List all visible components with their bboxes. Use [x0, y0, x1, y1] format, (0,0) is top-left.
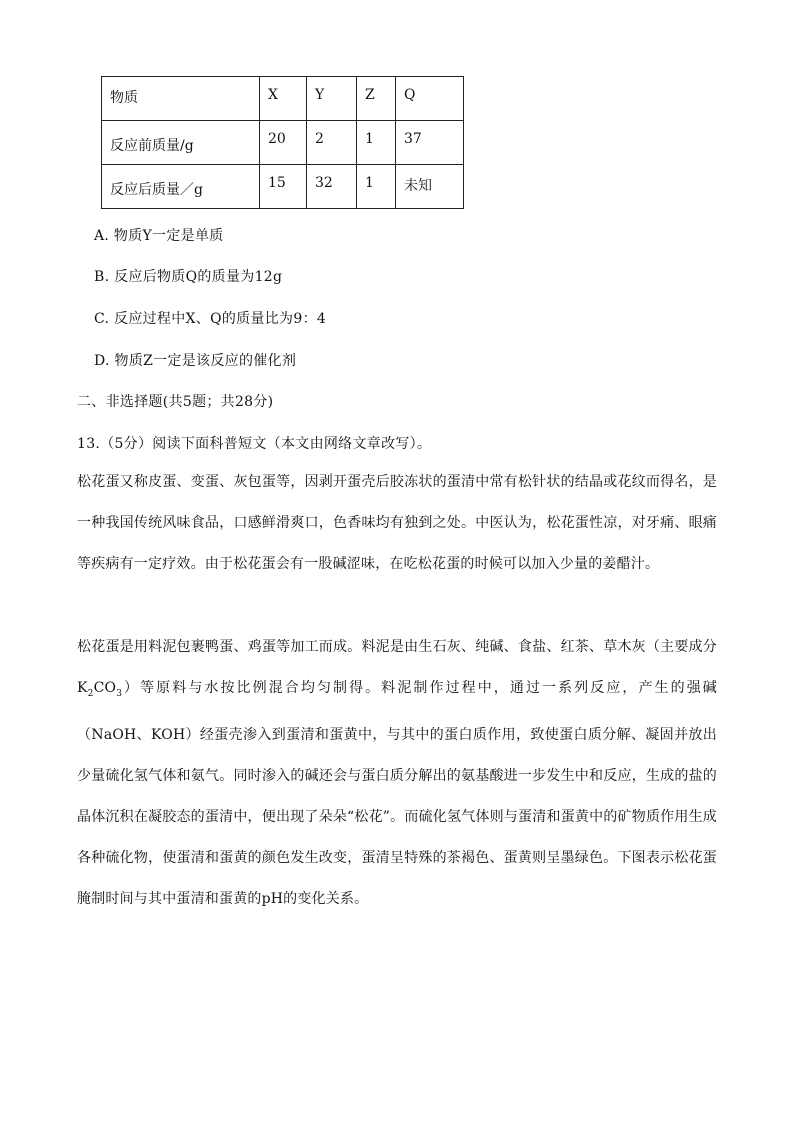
section-title: 二、非选择题(共5题；共28分) — [77, 394, 274, 410]
table-cell: 1 — [357, 121, 396, 165]
table-cell: Q — [396, 77, 464, 121]
table-header-row — [102, 77, 464, 121]
option-d: D. 物质Z一定是该反应的催化剂 — [94, 353, 297, 369]
table-cell: 物质 — [102, 77, 260, 121]
table-cell: Y — [307, 77, 357, 121]
table-cell: 1 — [357, 165, 396, 209]
table-cell: 37 — [396, 121, 464, 165]
table-cell: X — [260, 77, 307, 121]
table-cell: 32 — [307, 165, 357, 209]
table-cell: 反应前质量/g — [102, 121, 260, 165]
table-cell: 未知 — [396, 165, 464, 209]
question-heading: 13.（5分）阅读下面科普短文（本文由网络文章改写）。 — [77, 436, 432, 452]
table-cell: 2 — [307, 121, 357, 165]
table-cell: 反应后质量／g — [102, 165, 260, 209]
passage-paragraph-1 — [77, 462, 717, 585]
paragraph-text: 松花蛋是用料泥包裹鸭蛋、鸡蛋等加工而成。料泥是由生石灰、纯碱、食盐、红茶、草木灰（主要成分$K_2CO_3$）等原料与水按比例混合均匀制得。料泥制作过程中，通过一系列反应，产生的强碱（NaOH、KOH）经蛋壳渗入到蛋清和蛋黄中，与其中的蛋白质作用，致使蛋白质分解、凝固并放出少量硫化氢气体和氨气。同时渗入的碱还会与蛋白质分解出的氨基酸进一步发生中和反应，生成的盐的晶体沉积在凝胶态的蛋清中，便出现了朵朵“松花”。而硫化氢气体则与蛋清和蛋黄中的矿物质作用生成各种硫化物，使蛋清和蛋黄的颜色发生改变，蛋清呈特殊的茶褐色、蛋黄则呈墨绿色。下图表示松花蛋腌制时间与其中蛋清和蛋黄的pH的变化关系。 — [77, 639, 717, 907]
table-row — [102, 165, 464, 209]
mass-table — [101, 76, 464, 209]
paragraph-text: 松花蛋又称皮蛋、变蛋、灰包蛋等，因剥开蛋壳后胶冻状的蛋清中常有松针状的结晶或花纹而得名，是一种我国传统风味食品，口感鲜滑爽口，色香味均有独到之处。中医认为，松花蛋性凉，对牙痛、眼痛等疾病有一定疗效。由于松花蛋会有一股碱涩味，在吃松花蛋的时候可以加入少量的姜醋汁。 — [77, 474, 717, 572]
passage-paragraph-2 — [77, 627, 717, 920]
table-cell: 15 — [260, 165, 307, 209]
table-cell: Z — [357, 77, 396, 121]
option-b: B. 反应后物质Q的质量为12g — [94, 269, 283, 285]
option-c: C. 反应过程中X、Q的质量比为9：4 — [94, 311, 327, 327]
option-a: A. 物质Y一定是单质 — [94, 228, 224, 244]
table-row — [102, 121, 464, 165]
table-cell: 20 — [260, 121, 307, 165]
